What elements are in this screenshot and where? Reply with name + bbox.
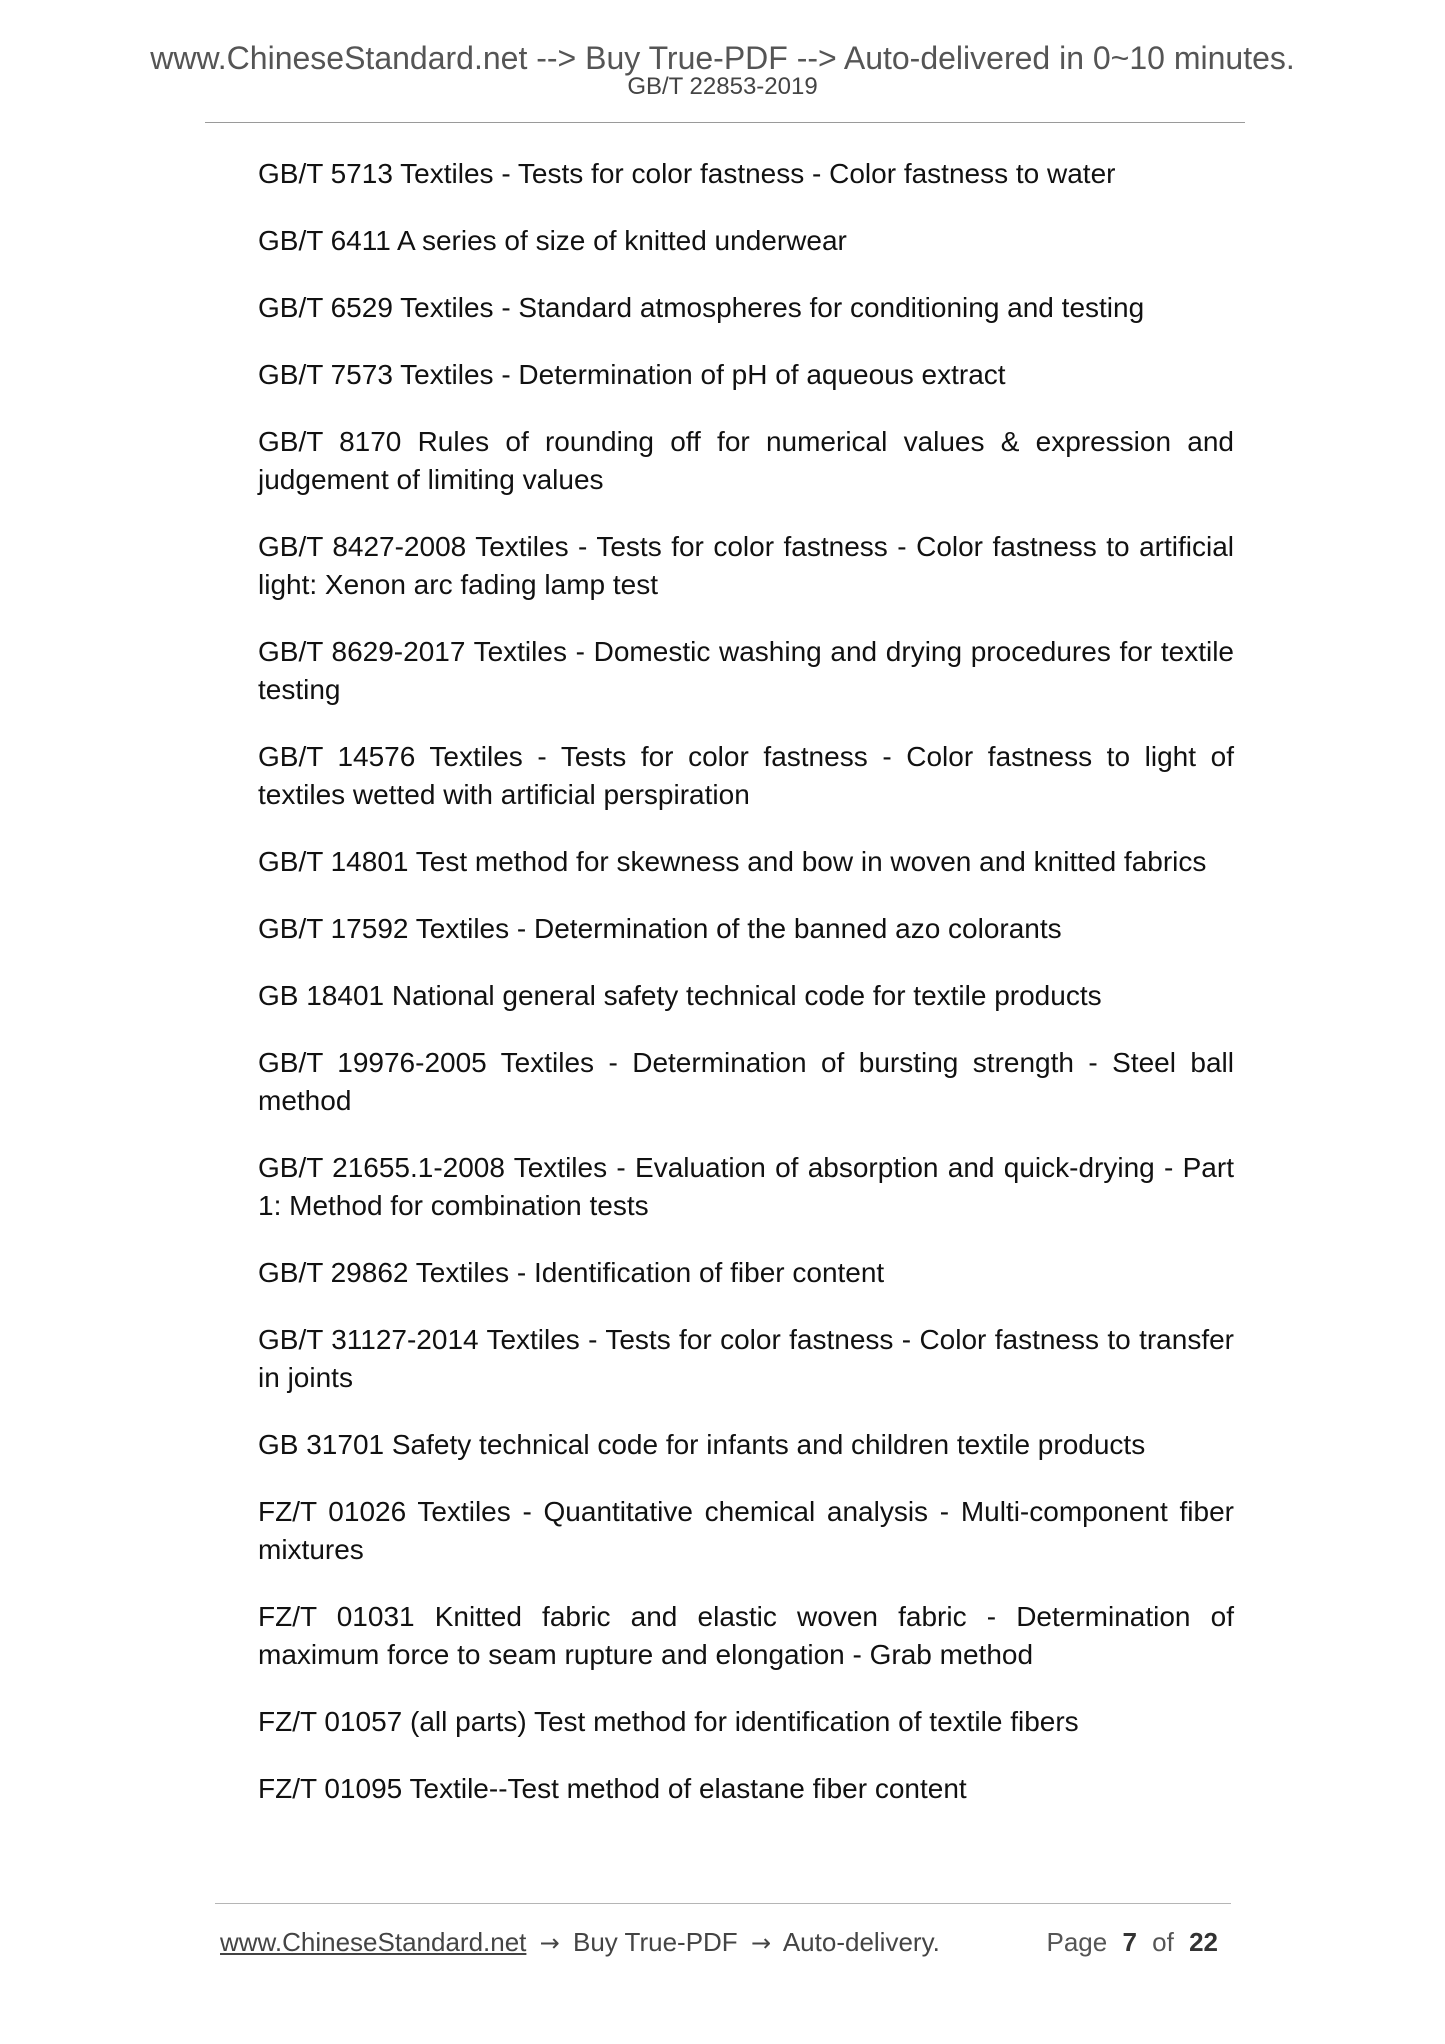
reference-item: FZ/T 01026 Textiles - Quantitative chemical analysis - Multi-component fiber mixtures (258, 1496, 1234, 1565)
reference-item: GB/T 29862 Textiles - Identification of fiber content (258, 1257, 885, 1288)
normative-references-list (258, 155, 1234, 1837)
top-banner: www.ChineseStandard.net --> Buy True-PDF --> Auto-delivered in 0~10 minutes. (150, 40, 1295, 76)
reference-item: GB/T 8427-2008 Textiles - Tests for color fastness - Color fastness to artificial light: Xenon arc fading lamp test (258, 531, 1234, 600)
reference-item: GB 31701 Safety technical code for infants and children textile products (258, 1429, 1146, 1460)
page-label: Page (1046, 1927, 1108, 1957)
of-label: of (1152, 1927, 1174, 1957)
total-page-number: 22 (1189, 1927, 1218, 1957)
reference-item: GB/T 6529 Textiles - Standard atmospheres for conditioning and testing (258, 292, 1145, 323)
reference-item: GB 18401 National general safety technical code for textile products (258, 980, 1102, 1011)
reference-item: FZ/T 01031 Knitted fabric and elastic woven fabric - Determination of maximum force to seam rupture and elongation - Grab method (258, 1601, 1234, 1670)
document-code: GB/T 22853-2019 (627, 73, 818, 100)
current-page-number: 7 (1122, 1927, 1137, 1957)
reference-item: GB/T 8629-2017 Textiles - Domestic washing and drying procedures for textile testing (258, 636, 1234, 705)
reference-item: GB/T 14576 Textiles - Tests for color fastness - Color fastness to light of textiles wetted with artificial perspiration (258, 741, 1234, 810)
header-divider (205, 122, 1245, 123)
reference-item: GB/T 8170 Rules of rounding off for numerical values & expression and judgement of limiting values (258, 426, 1234, 495)
reference-item: GB/T 17592 Textiles - Determination of the banned azo colorants (258, 913, 1062, 944)
arrow-right-icon: → (750, 1929, 772, 1957)
reference-item: GB/T 19976-2005 Textiles - Determination of bursting strength - Steel ball method (258, 1047, 1234, 1116)
buy-pdf-text: Buy True-PDF (572, 1927, 738, 1957)
footer-divider (215, 1903, 1231, 1904)
auto-delivery-text: Auto-delivery. (782, 1927, 940, 1957)
reference-item: GB/T 31127-2014 Textiles - Tests for color fastness - Color fastness to transfer in joints (258, 1324, 1234, 1393)
website-link[interactable]: www.ChineseStandard.net (220, 1927, 527, 1957)
reference-item: GB/T 14801 Test method for skewness and bow in woven and knitted fabrics (258, 846, 1207, 877)
footer-promo (220, 1924, 940, 1961)
arrow-right-icon: → (539, 1929, 560, 1957)
reference-item: GB/T 21655.1-2008 Textiles - Evaluation of absorption and quick-drying - Part 1: Method for combination tests (258, 1152, 1234, 1221)
reference-item: GB/T 7573 Textiles - Determination of pH of aqueous extract (258, 359, 1006, 390)
reference-item: FZ/T 01095 Textile--Test method of elastane fiber content (258, 1773, 967, 1804)
page-footer (220, 1924, 1226, 1960)
reference-item: GB/T 5713 Textiles - Tests for color fastness - Color fastness to water (258, 158, 1116, 189)
reference-item: FZ/T 01057 (all parts) Test method for identification of textile fibers (258, 1706, 1079, 1737)
page-indicator (1046, 1924, 1226, 1960)
reference-item: GB/T 6411 A series of size of knitted underwear (258, 225, 847, 256)
